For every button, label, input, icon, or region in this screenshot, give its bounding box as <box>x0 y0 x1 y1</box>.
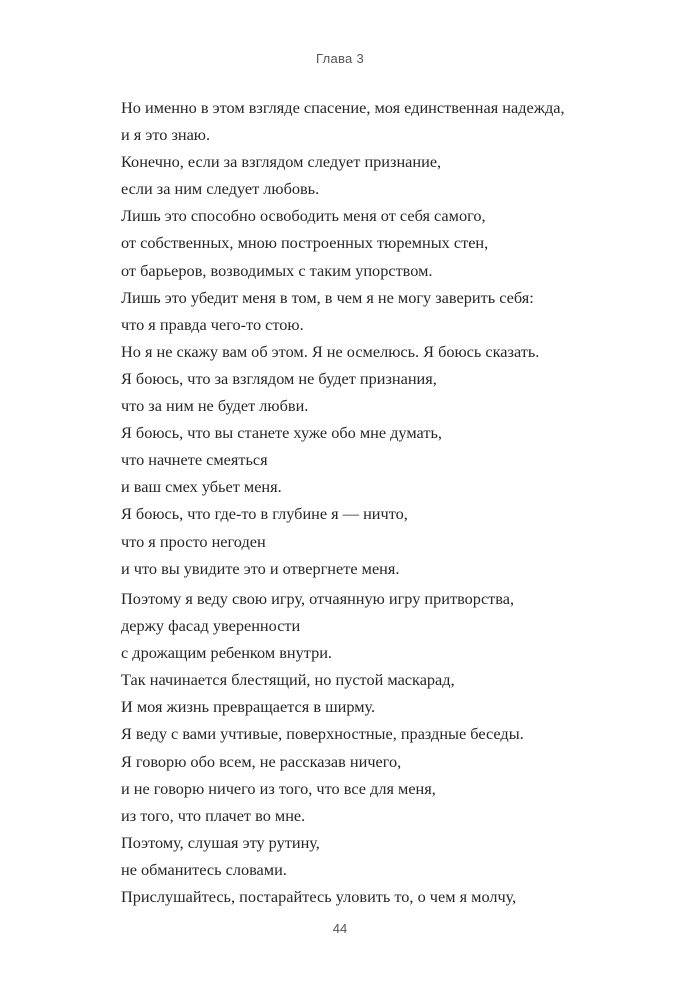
poem-line: что я просто негоден <box>121 531 266 551</box>
page-number: 44 <box>332 921 348 936</box>
poem-line: И моя жизнь превращается в ширму. <box>121 697 376 717</box>
poem-line: Я боюсь, что вы станете хуже обо мне думать, <box>121 423 442 443</box>
poem-line: от собственных, мною построенных тюремных стен, <box>121 233 489 253</box>
poem-line: Прислушайтесь, постарайтесь уловить то, о чем я молчу, <box>121 887 517 907</box>
poem-line: и ваш смех убьет меня. <box>121 477 282 497</box>
poem-line: что за ним не будет любви. <box>121 396 309 416</box>
poem-line: держу фасад уверенности <box>121 616 301 636</box>
stanza-1 <box>121 94 641 582</box>
poem-line: Я боюсь, что где-то в глубине я — ничто, <box>121 504 408 524</box>
poem-line: Я говорю обо всем, не рассказав ничего, <box>121 751 402 771</box>
poem-line: Я веду с вами учтивые, поверхностные, праздные беседы. <box>121 724 524 744</box>
poem-line: Лишь это способно освободить меня от себя самого, <box>121 206 486 226</box>
poem-line: что начнете смеяться <box>121 450 268 470</box>
stanza-2 <box>121 585 641 910</box>
poem-line: Конечно, если за взглядом следует признание, <box>121 152 442 172</box>
poem-line: Поэтому, слушая эту рутину, <box>121 832 320 852</box>
poem-line: от барьеров, возводимых с таким упорством. <box>121 260 433 280</box>
poem-line: что я правда чего-то стою. <box>121 314 304 334</box>
poem-line: Но я не скажу вам об этом. Я не осмелюсь. Я боюсь сказать. <box>121 341 540 361</box>
poem-line: Так начинается блестящий, но пустой маскарад, <box>121 670 455 690</box>
running-head: Глава 3 <box>315 51 365 66</box>
poem-line: Лишь это убедит меня в том, в чем я не могу заверить себя: <box>121 287 534 307</box>
poem-line: Я боюсь, что за взглядом не будет признания, <box>121 368 437 388</box>
poem-line: с дрожащим ребенком внутри. <box>121 643 332 663</box>
poem-line: из того, что плачет во мне. <box>121 805 306 825</box>
poem-line: Поэтому я веду свою игру, отчаянную игру притворства, <box>121 589 515 608</box>
poem-line: не обманитесь словами. <box>121 859 287 879</box>
poem-line: и что вы увидите это и отвергнете меня. <box>121 558 400 578</box>
poem-line: и я это знаю. <box>121 125 211 145</box>
poem-line: если за ним следует любовь. <box>121 179 320 199</box>
poem-line: Но именно в этом взгляде спасение, моя единственная надежда, <box>121 98 565 117</box>
poem-line: и не говорю ничего из того, что все для меня, <box>121 778 436 798</box>
